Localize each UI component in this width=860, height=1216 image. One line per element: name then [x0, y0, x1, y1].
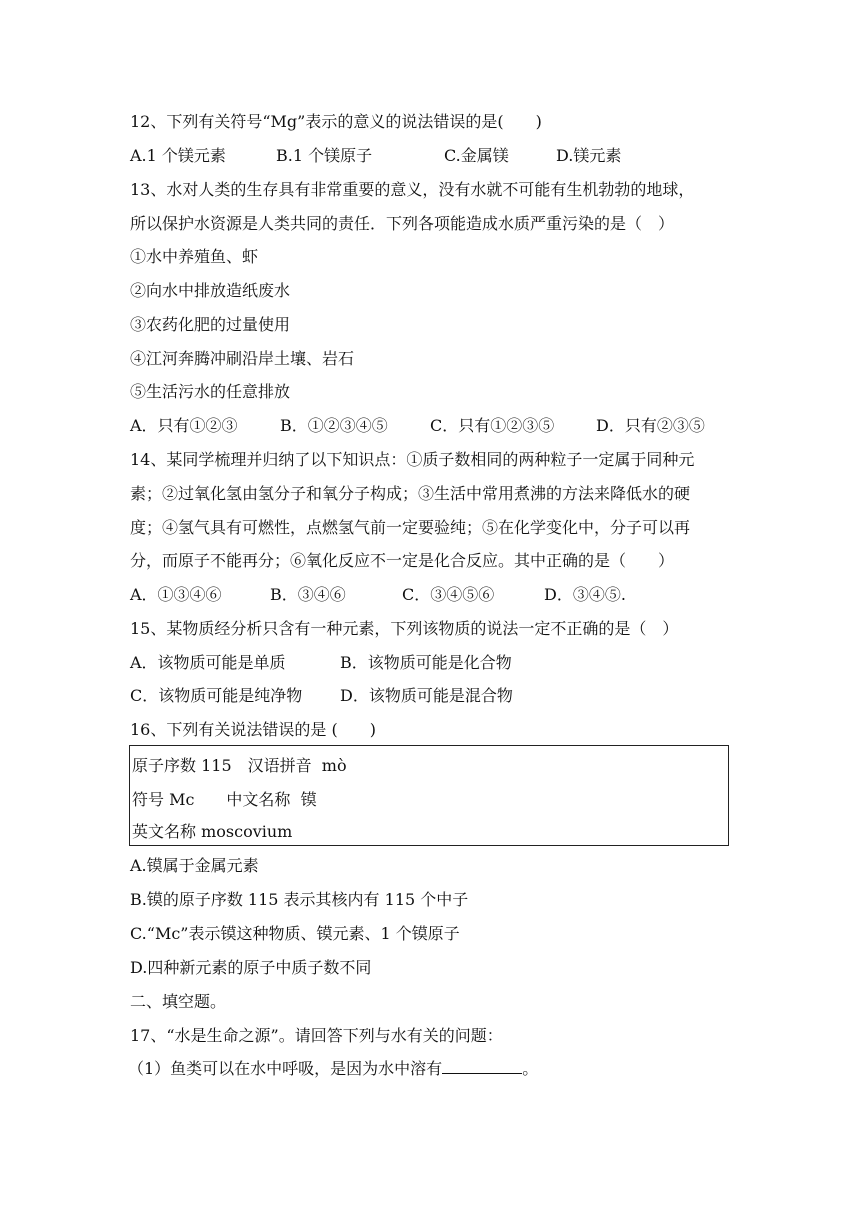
q13-option-b: B．①②③④⑤ [280, 416, 388, 435]
q13-item-2: ②向水中排放造纸废水 [130, 281, 291, 300]
q15-stem: 15、某物质经分析只含有一种元素，下列该物质的说法一定不正确的是（ ） [130, 619, 679, 638]
element-info-row-2: 符号 Mc 中文名称 镆 [132, 790, 317, 809]
q16-option-d: D.四种新元素的原子中质子数不同 [130, 958, 372, 977]
q15-option-a: A．该物质可能是单质 [130, 653, 286, 672]
q14-line-2: 素；②过氧化氢由氢分子和氧分子构成；③生活中常用煮沸的方法来降低水的硬 [130, 484, 691, 503]
q16-option-a: A.镆属于金属元素 [130, 856, 259, 875]
q14-option-a: A．①③④⑥ [130, 585, 222, 604]
q13-option-a: A．只有①②③ [130, 416, 238, 435]
q14-line-1: 14、某同学梳理并归纳了以下知识点：①质子数相同的两种粒子一定属于同种元 [130, 450, 695, 469]
q12-stem: 12、下列有关符号“Mg”表示的意义的说法错误的是( ) [130, 112, 542, 131]
q13-stem-line-2: 所以保护水资源是人类共同的责任．下列各项能造成水质严重污染的是（ ） [130, 214, 675, 233]
q17-sub-1-text: （1）鱼类可以在水中呼吸，是因为水中溶有 [128, 1059, 443, 1078]
q13-item-4: ④江河奔腾冲刷沿岸土壤、岩石 [130, 349, 355, 368]
q12-option-a: A.1 个镁元素 [130, 146, 226, 165]
q14-line-4: 分，而原子不能再分；⑥氧化反应不一定是化合反应。其中正确的是（ ） [130, 551, 675, 570]
element-info-row-1: 原子序数 115 汉语拼音 mò [132, 756, 347, 775]
element-info-row-3: 英文名称 moscovium [132, 822, 293, 841]
q15-option-d: D．该物质可能是混合物 [340, 686, 513, 705]
q14-option-c: C．③④⑤⑥ [402, 585, 495, 604]
q15-option-b: B．该物质可能是化合物 [340, 653, 512, 672]
q13-option-c: C．只有①②③⑤ [430, 416, 555, 435]
q16-option-c: C.“Mc”表示镆这种物质、镆元素、1 个镆原子 [130, 924, 460, 943]
q17-stem: 17、“水是生命之源”。请回答下列与水有关的问题： [130, 1026, 503, 1045]
answer-blank[interactable] [442, 1059, 522, 1074]
q13-item-3: ③农药化肥的过量使用 [130, 315, 291, 334]
q13-stem-line-1: 13、水对人类的生存具有非常重要的意义，没有水就不可能有生机勃勃的地球， [130, 180, 695, 199]
q13-option-d: D．只有②③⑤ [596, 416, 705, 435]
q16-option-b: B.镆的原子序数 115 表示其核内有 115 个中子 [130, 890, 469, 909]
q14-option-b: B．③④⑥ [270, 585, 346, 604]
q15-option-c: C．该物质可能是纯净物 [130, 686, 303, 705]
q17-sub-1 [128, 1059, 538, 1079]
q12-option-b: B.1 个镁原子 [276, 146, 373, 165]
q13-item-5: ⑤生活污水的任意排放 [130, 382, 291, 401]
q17-sub-1-end: 。 [522, 1059, 539, 1078]
q12-option-d: D.镁元素 [556, 146, 622, 165]
q14-option-d: D．③④⑤. [544, 585, 626, 604]
q12-option-c: C.金属镁 [444, 146, 509, 165]
section-heading: 二、填空题。 [130, 992, 227, 1011]
q13-item-1: ①水中养殖鱼、虾 [130, 247, 259, 266]
q14-line-3: 度；④氢气具有可燃性，点燃氢气前一定要验纯；⑤在化学变化中，分子可以再 [130, 518, 691, 537]
element-info-box [129, 745, 729, 846]
q16-stem: 16、下列有关说法错误的是 ( ) [130, 720, 376, 739]
